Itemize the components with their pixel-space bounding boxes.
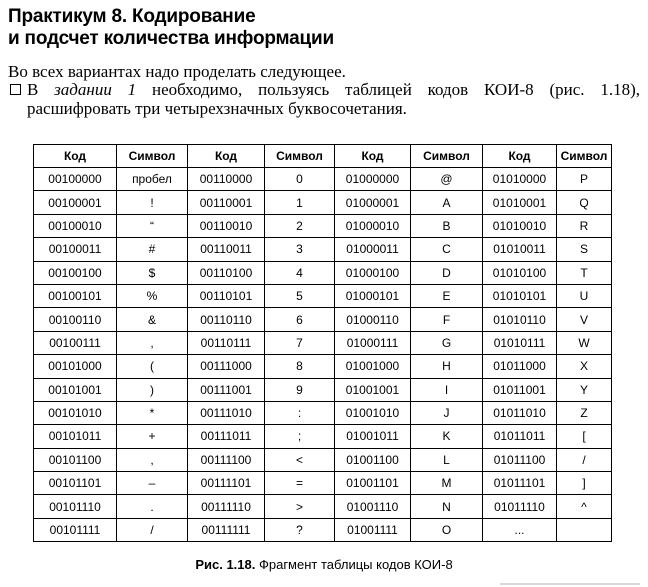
code-cell: 00110001: [188, 191, 265, 214]
figure-caption: [0, 557, 648, 572]
symbol-cell: D: [411, 261, 483, 284]
symbol-cell: @: [411, 168, 483, 191]
code-cell: 00101010: [34, 401, 117, 424]
code-cell: 01001011: [335, 425, 411, 448]
symbol-cell: 4: [265, 261, 335, 284]
symbol-cell: 0: [265, 168, 335, 191]
code-cell: 01001010: [335, 401, 411, 424]
symbol-cell: Q: [557, 191, 612, 214]
code-cell: 00100111: [34, 331, 117, 354]
checkbox-bullet-icon: [10, 84, 21, 95]
table-row: [34, 238, 612, 261]
code-cell: 00111000: [188, 355, 265, 378]
code-cell: 00100000: [34, 168, 117, 191]
symbol-cell: :: [265, 401, 335, 424]
symbol-cell: ,: [117, 331, 188, 354]
column-header: Код: [483, 145, 557, 168]
code-cell: 01011001: [483, 378, 557, 401]
code-cell: 01000110: [335, 308, 411, 331]
symbol-cell: O: [411, 518, 483, 541]
code-cell: 01000010: [335, 214, 411, 237]
symbol-cell: =: [265, 472, 335, 495]
symbol-cell: V: [557, 308, 612, 331]
code-cell: 01001101: [335, 472, 411, 495]
symbol-cell: (: [117, 355, 188, 378]
table-row: [34, 495, 612, 518]
scan-artifact: [500, 583, 640, 585]
symbol-cell: 9: [265, 378, 335, 401]
task-line-2: расшифровать три четырехзначных буквосочетания.: [27, 99, 407, 118]
task-line-1: [27, 80, 640, 99]
code-cell: 00110110: [188, 308, 265, 331]
table-row: [34, 425, 612, 448]
table-row: [34, 355, 612, 378]
code-cell: 01011101: [483, 472, 557, 495]
column-header: Символ: [265, 145, 335, 168]
symbol-cell: ^: [557, 495, 612, 518]
symbol-cell: 1: [265, 191, 335, 214]
code-cell: 00101100: [34, 448, 117, 471]
symbol-cell: B: [411, 214, 483, 237]
symbol-cell: /: [117, 518, 188, 541]
code-cell: 00100100: [34, 261, 117, 284]
symbol-cell: A: [411, 191, 483, 214]
symbol-cell: –: [117, 472, 188, 495]
symbol-cell: Y: [557, 378, 612, 401]
code-cell: 01000011: [335, 238, 411, 261]
code-cell: 01010110: [483, 308, 557, 331]
title-line-1: Практикум 8. Кодирование: [8, 6, 256, 27]
code-cell: ...: [483, 518, 557, 541]
symbol-cell: .: [117, 495, 188, 518]
table-row: [34, 284, 612, 307]
symbol-cell: “: [117, 214, 188, 237]
symbol-cell: C: [411, 238, 483, 261]
code-cell: 00101110: [34, 495, 117, 518]
table-row: [34, 308, 612, 331]
task-pre: В: [27, 80, 55, 99]
table-row: [34, 401, 612, 424]
code-cell: 00111010: [188, 401, 265, 424]
code-cell: 01000000: [335, 168, 411, 191]
symbol-cell: >: [265, 495, 335, 518]
code-cell: 00111110: [188, 495, 265, 518]
symbol-cell: ?: [265, 518, 335, 541]
code-cell: 00101101: [34, 472, 117, 495]
code-cell: 01010000: [483, 168, 557, 191]
symbol-cell: F: [411, 308, 483, 331]
code-cell: 01010001: [483, 191, 557, 214]
symbol-cell: I: [411, 378, 483, 401]
symbol-cell: 8: [265, 355, 335, 378]
code-cell: 00100110: [34, 308, 117, 331]
symbol-cell: ;: [265, 425, 335, 448]
symbol-cell: #: [117, 238, 188, 261]
code-cell: 01010010: [483, 214, 557, 237]
table-row: [34, 378, 612, 401]
code-cell: 00100011: [34, 238, 117, 261]
symbol-cell: <: [265, 448, 335, 471]
code-cell: 01000101: [335, 284, 411, 307]
koi8-table: [33, 144, 612, 542]
code-cell: 01001110: [335, 495, 411, 518]
code-cell: 01001000: [335, 355, 411, 378]
symbol-cell: +: [117, 425, 188, 448]
symbol-cell: T: [557, 261, 612, 284]
code-cell: 01011100: [483, 448, 557, 471]
code-cell: 00101111: [34, 518, 117, 541]
symbol-cell: [: [557, 425, 612, 448]
task-italic: задании 1: [54, 80, 137, 99]
code-cell: 01010100: [483, 261, 557, 284]
code-cell: 00101000: [34, 355, 117, 378]
symbol-cell: X: [557, 355, 612, 378]
code-cell: 00101011: [34, 425, 117, 448]
symbol-cell: 2: [265, 214, 335, 237]
table-header-row: [34, 145, 612, 168]
symbol-cell: 6: [265, 308, 335, 331]
symbol-cell: ,: [117, 448, 188, 471]
symbol-cell: M: [411, 472, 483, 495]
code-cell: 01001111: [335, 518, 411, 541]
symbol-cell: &: [117, 308, 188, 331]
symbol-cell: !: [117, 191, 188, 214]
code-cell: 01010101: [483, 284, 557, 307]
table-row: [34, 331, 612, 354]
code-cell: 00111001: [188, 378, 265, 401]
task-item: [8, 80, 640, 118]
code-cell: 00100001: [34, 191, 117, 214]
column-header: Код: [188, 145, 265, 168]
symbol-cell: K: [411, 425, 483, 448]
code-cell: 01011010: [483, 401, 557, 424]
page-title: [8, 6, 334, 50]
column-header: Код: [335, 145, 411, 168]
symbol-cell: %: [117, 284, 188, 307]
code-cell: 00110011: [188, 238, 265, 261]
column-header: Код: [34, 145, 117, 168]
caption-text: Фрагмент таблицы кодов КОИ-8: [255, 557, 453, 572]
symbol-cell: H: [411, 355, 483, 378]
code-cell: 01011110: [483, 495, 557, 518]
table-row: [34, 214, 612, 237]
symbol-cell: $: [117, 261, 188, 284]
code-cell: 01001100: [335, 448, 411, 471]
code-cell: 00111111: [188, 518, 265, 541]
title-line-2: и подсчет количества информации: [8, 28, 334, 49]
table-row: [34, 448, 612, 471]
symbol-cell: G: [411, 331, 483, 354]
code-cell: 00110000: [188, 168, 265, 191]
symbol-cell: пробел: [117, 168, 188, 191]
code-cell: 00101001: [34, 378, 117, 401]
code-cell: 00110100: [188, 261, 265, 284]
symbol-cell: *: [117, 401, 188, 424]
symbol-cell: 3: [265, 238, 335, 261]
caption-label: Рис. 1.18.: [195, 557, 256, 572]
code-cell: 00100101: [34, 284, 117, 307]
symbol-cell: 5: [265, 284, 335, 307]
symbol-cell: J: [411, 401, 483, 424]
code-cell: 01000100: [335, 261, 411, 284]
code-cell: 01011000: [483, 355, 557, 378]
table-row: [34, 472, 612, 495]
symbol-cell: 7: [265, 331, 335, 354]
code-cell: 00110010: [188, 214, 265, 237]
symbol-cell: S: [557, 238, 612, 261]
column-header: Символ: [117, 145, 188, 168]
table-row: [34, 261, 612, 284]
symbol-cell: ): [117, 378, 188, 401]
code-cell: 01011011: [483, 425, 557, 448]
symbol-cell: [557, 518, 612, 541]
symbol-cell: E: [411, 284, 483, 307]
symbol-cell: W: [557, 331, 612, 354]
symbol-cell: U: [557, 284, 612, 307]
table-row: [34, 168, 612, 191]
symbol-cell: P: [557, 168, 612, 191]
symbol-cell: N: [411, 495, 483, 518]
task-post: необходимо, пользуясь таблицей кодов КОИ-8 (рис. 1.18),: [136, 80, 641, 99]
code-cell: 00100010: [34, 214, 117, 237]
code-cell: 00111100: [188, 448, 265, 471]
code-cell: 00111101: [188, 472, 265, 495]
symbol-cell: Z: [557, 401, 612, 424]
column-header: Символ: [557, 145, 612, 168]
code-cell: 01010011: [483, 238, 557, 261]
symbol-cell: /: [557, 448, 612, 471]
symbol-cell: ]: [557, 472, 612, 495]
code-cell: 01000001: [335, 191, 411, 214]
code-cell: 00110111: [188, 331, 265, 354]
intro-paragraph: Во всех вариантах надо проделать следующее.: [8, 62, 346, 81]
column-header: Символ: [411, 145, 483, 168]
symbol-cell: R: [557, 214, 612, 237]
task-text: [27, 80, 640, 118]
table-row: [34, 191, 612, 214]
code-cell: 01001001: [335, 378, 411, 401]
code-cell: 01000111: [335, 331, 411, 354]
symbol-cell: L: [411, 448, 483, 471]
code-cell: 01010111: [483, 331, 557, 354]
code-cell: 00111011: [188, 425, 265, 448]
table-body: [34, 168, 612, 542]
code-cell: 00110101: [188, 284, 265, 307]
table-row: [34, 518, 612, 541]
